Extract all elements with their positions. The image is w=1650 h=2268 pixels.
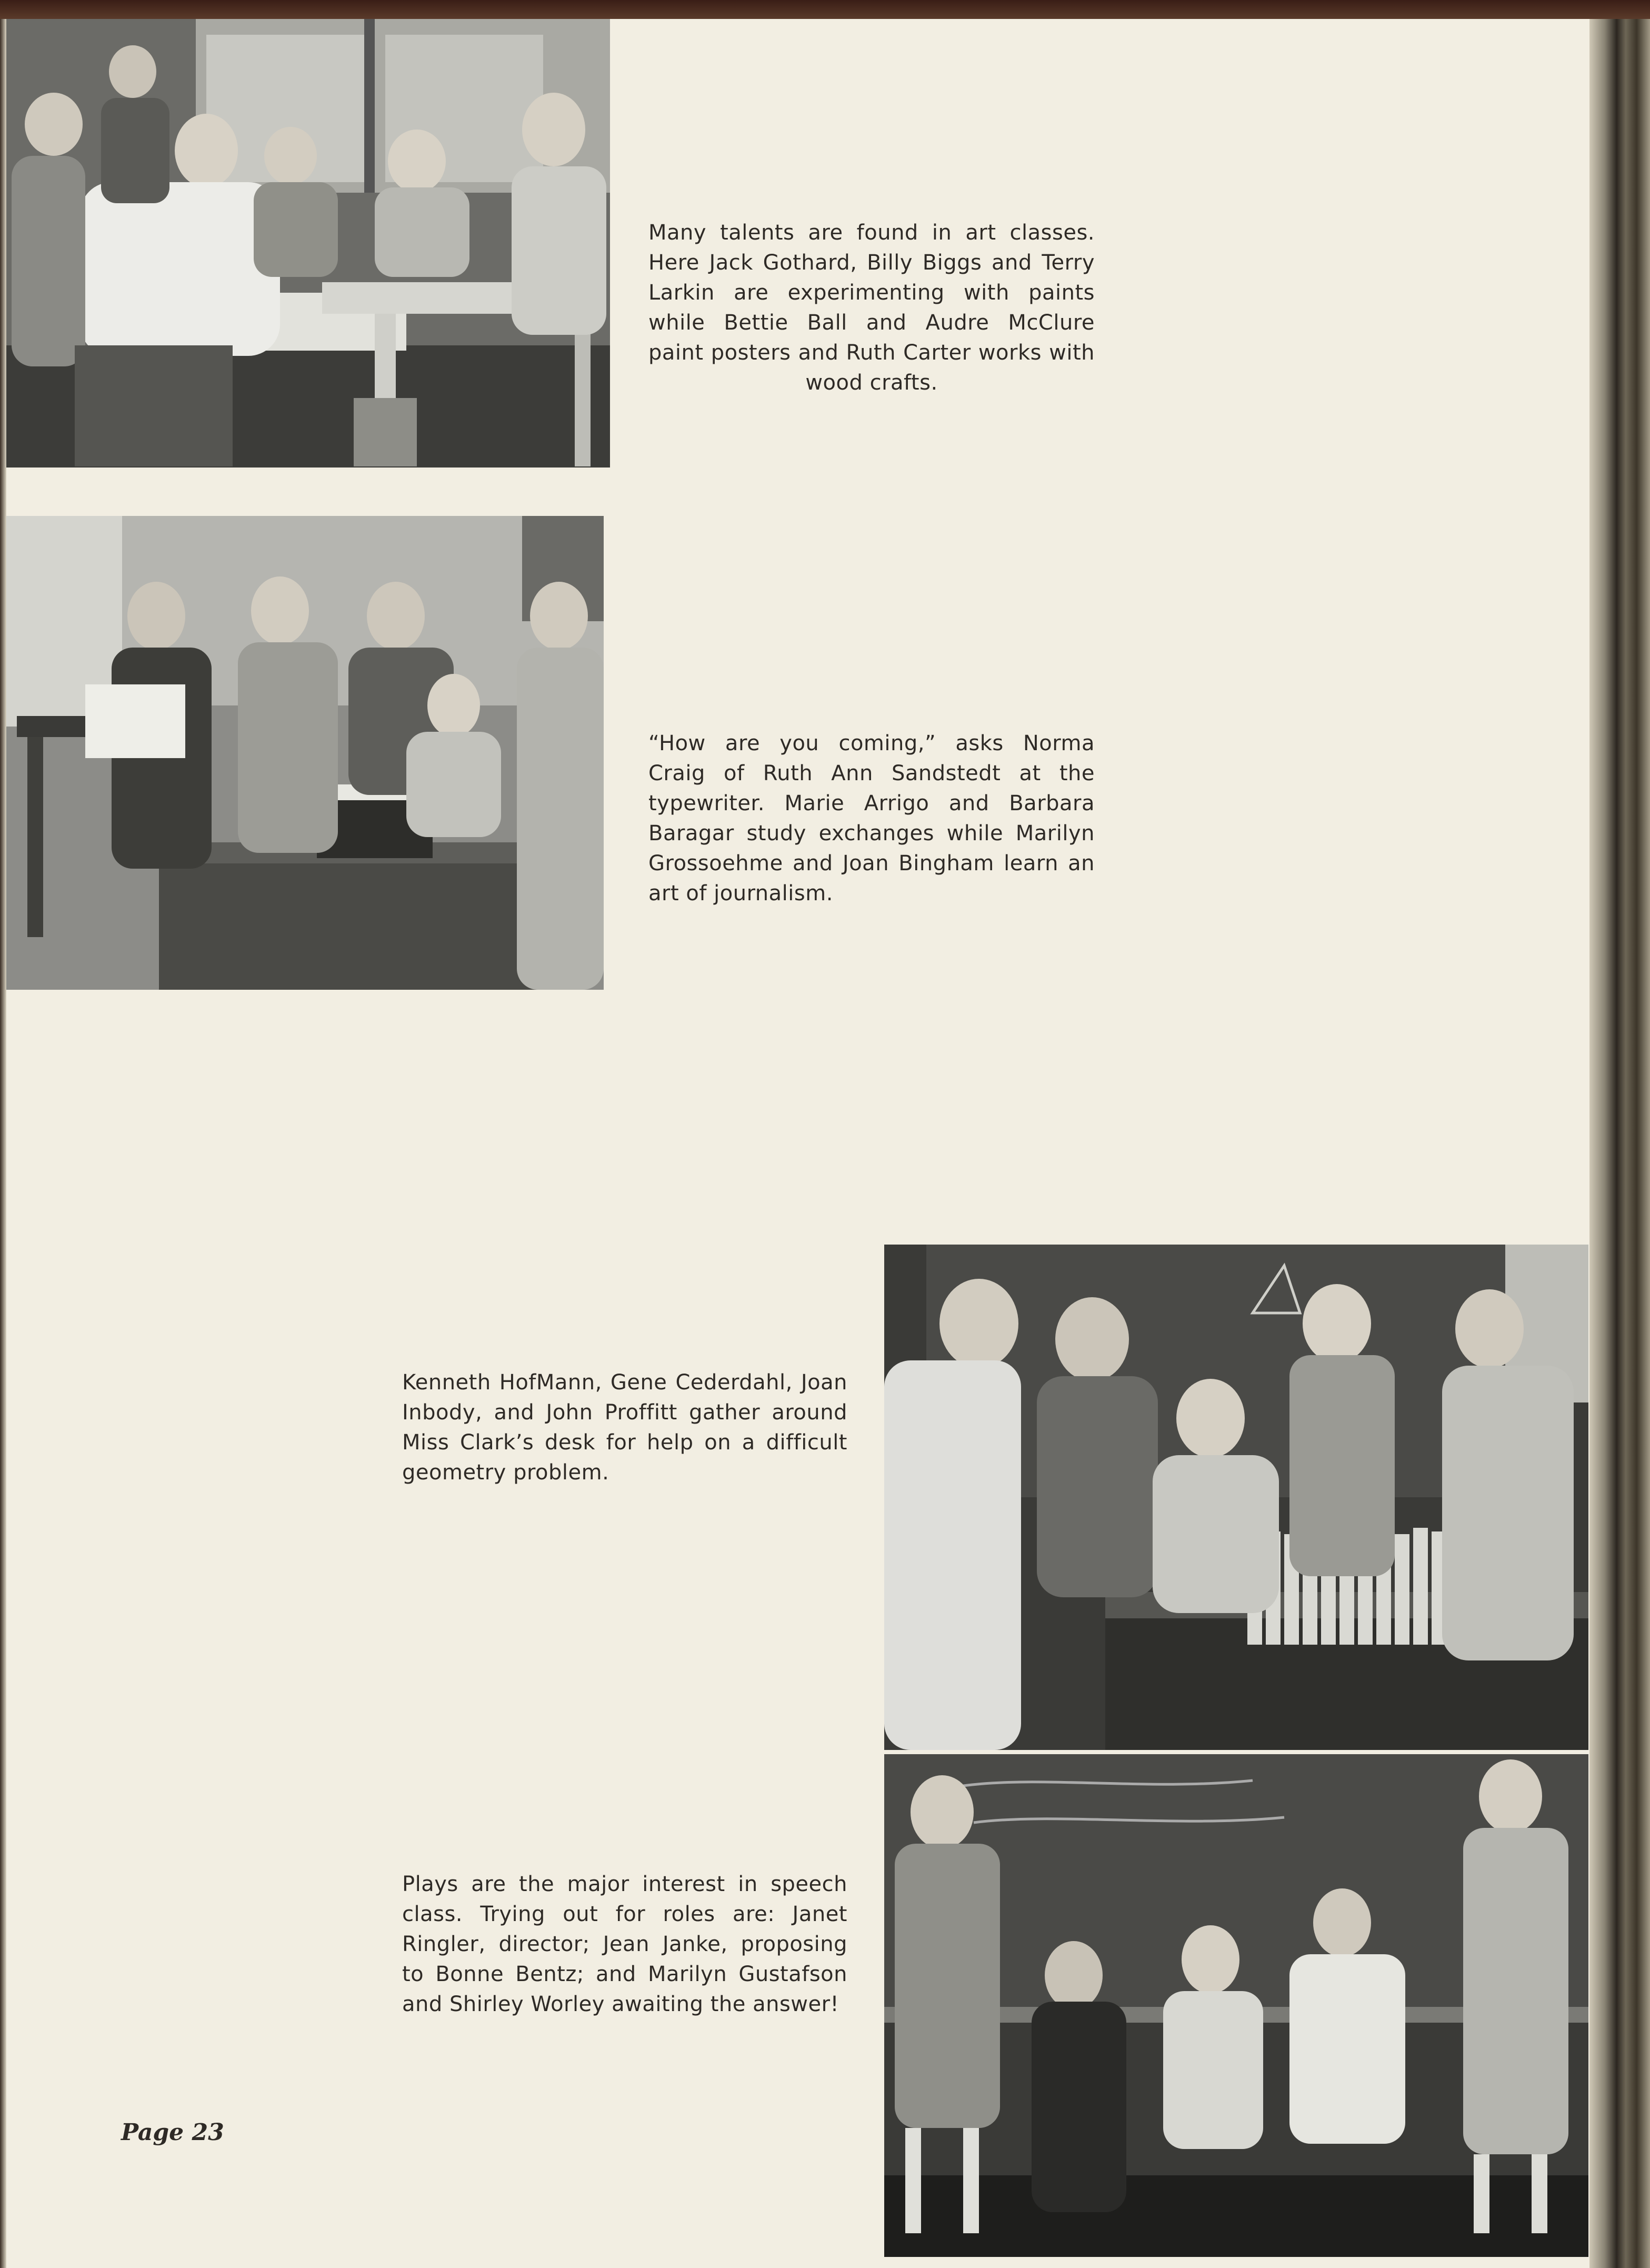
journalism-class-photo <box>6 516 604 990</box>
art-class-caption: Many talents are found in art classes. Here Jack Gothard, Billy Biggs and Terry Larkin are experimenting with paints while Bettie Ball and Audre McClure paint posters and Ruth Carter works with wood crafts. <box>648 221 1095 395</box>
geometry-class-caption: Kenneth HofMann, Gene Cederdahl, Joan Inbody, and John Proffitt gather around Miss Clark’s desk for help on a difficult geometry problem. <box>402 1370 847 1485</box>
geometry-class-photo <box>884 1245 1588 1750</box>
page-left-edge <box>0 19 6 2268</box>
art-class-photo <box>6 19 610 467</box>
speech-class-photo <box>884 1754 1588 2257</box>
page-top-edge <box>0 0 1650 19</box>
speech-class-caption: Plays are the major interest in speech class. Trying out for roles are: Janet Ringler, director; Jean Janke, proposing to Bonne Bentz; and Marilyn Gustafson and Shirley Worley awaiting the answer! <box>402 1872 847 2016</box>
journalism-class-caption: “How are you coming,” asks Norma Craig of Ruth Ann Sandstedt at the typewriter. Marie Arrigo and Barbara Baragar study exchanges while Marilyn Grossoehme and Joan Bingham learn an art of journalism. <box>648 731 1095 906</box>
page-number: Page 23 <box>121 2119 224 2146</box>
book-binding <box>1589 19 1650 2268</box>
